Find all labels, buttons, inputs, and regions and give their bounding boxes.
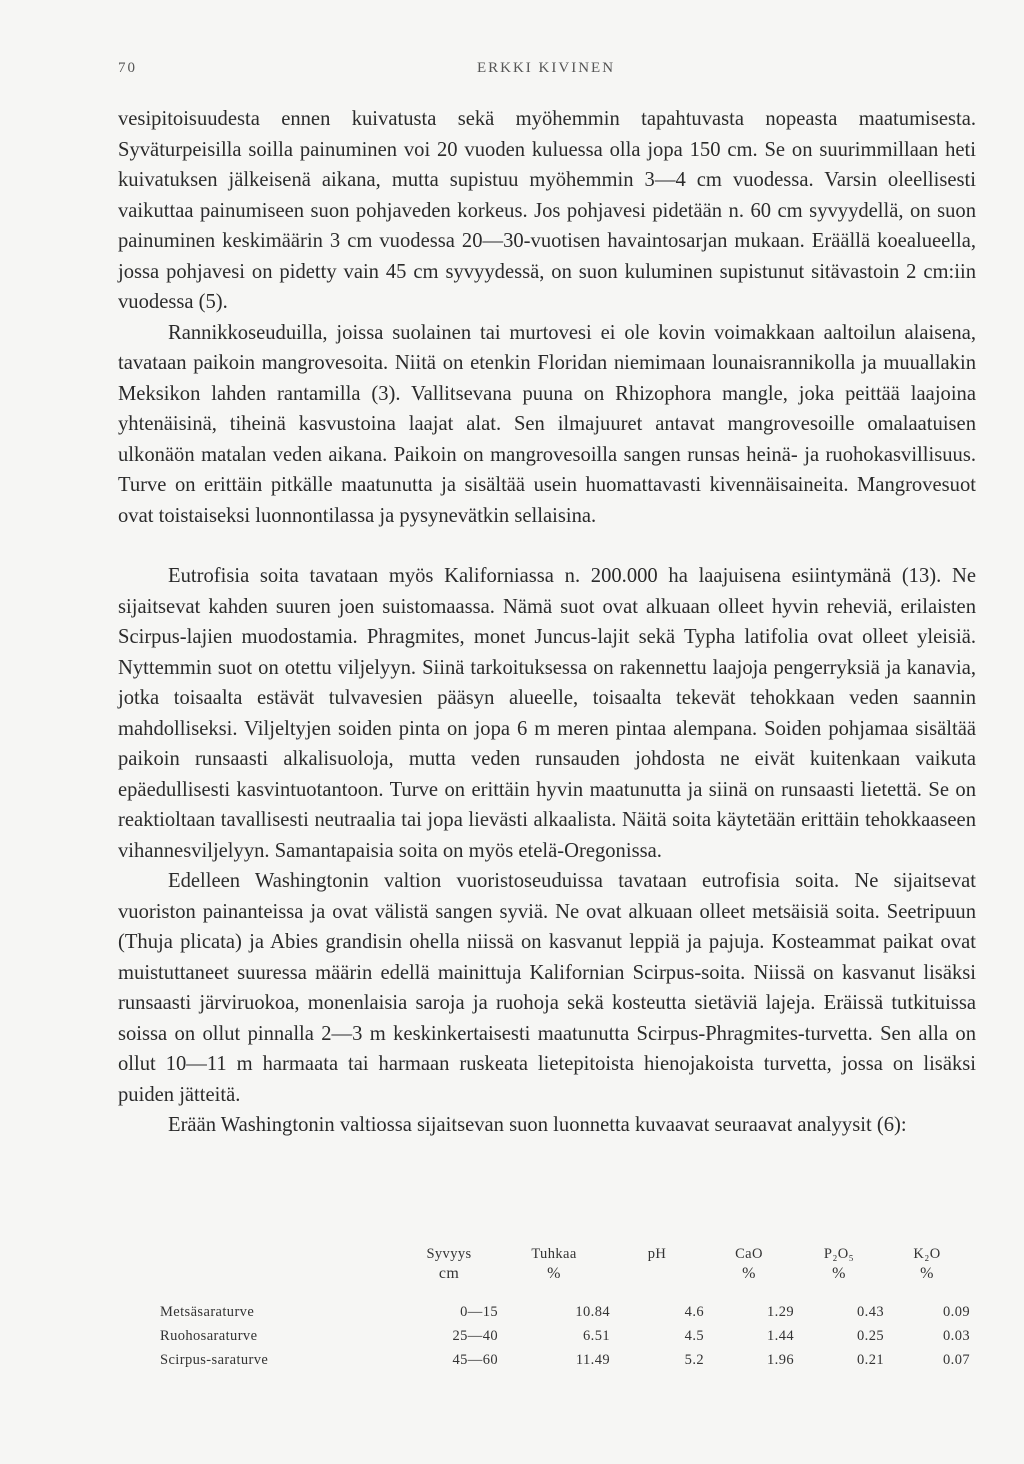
paragraph-subsidence: vesipitoisuudesta ennen kuivatusta sekä myöhemmin tapahtuvasta nopeasta maatumisesta. Syväturpeisilla soilla painuminen voi 20 vuoden kuluessa olla jopa 150 cm. Se on suurimmillaan heti kuivatuksen jälkeisenä aikana, mutta supistuu myöhemmin 3—4 cm vuodessa. Varsin oleellisesti vaikuttaa painumiseen suon pohjaveden korkeus. Jos pohjavesi pidetään n. 60 cm syvyydellä, on suon painuminen keskimäärin 3 cm vuodessa 20—30-vuotisen havaintosarjan mukaan. Eräällä koealueella, jossa pohjavesi on pidetty vain 45 cm syvyydessä, on suon kuluminen supistunut sitävastoin 2 cm:iin vuodessa (5).: [118, 108, 976, 313]
paragraph-washington: Edelleen Washingtonin valtion vuoristoseuduissa tavataan eutrofisia soita. Ne sijaitsevat vuoriston painanteissa ja ovat välistä sangen syviä. Ne ovat alkuaan olleet metsäisiä soita. Seetripuun (Thuja plicata) ja Abies grandisin ohella niissä on kasvanut leppiä ja pajuja. Kosteammat paikat ovat muistuttaneet suuressa määrin edellä mainittuja Kalifornian Scirpus-soita. Niissä on kasvanut lisäksi runsaasti järviruokoa, monenlaisia saroja ja ruohoja sekä kosteutta sietäviä lajeja. Eräissä tutkituissa soissa on ollut pinnalla 2—3 m keskinkertaisesti maatunutta Scirpus-Phragmites-turvetta. Sen alla on ollut 10—11 m harmaata tai harmaan ruskeata lietepitoista hienojakoista turvetta, jossa on lisäksi puiden jätteitä.: [118, 870, 976, 1106]
cell-k2o: 0.07: [943, 1352, 970, 1368]
cell-p2o5: 0.43: [857, 1304, 884, 1320]
table-header-row: [160, 1244, 970, 1284]
header-ash: Tuhkaa %: [531, 1246, 577, 1282]
cell-ash: 6.51: [583, 1328, 610, 1344]
cell-ph: 5.2: [684, 1352, 704, 1368]
header-k2o: K₂O %: [913, 1246, 941, 1282]
cell-p2o5: 0.25: [857, 1328, 884, 1344]
row-name: Scirpus-saraturve: [160, 1352, 269, 1368]
cell-ph: 4.6: [684, 1304, 704, 1320]
cell-ash: 11.49: [575, 1352, 610, 1368]
cell-cao: 1.29: [767, 1304, 794, 1320]
body-text: [118, 104, 976, 1141]
page-header: [118, 60, 974, 84]
analysis-table: [160, 1244, 970, 1372]
cell-depth: 0—15: [460, 1304, 498, 1320]
cell-k2o: 0.09: [943, 1304, 970, 1320]
cell-cao: 1.44: [767, 1328, 794, 1344]
paragraph-mangrove: Rannikkoseuduilla, joissa suolainen tai murtovesi ei ole kovin voimakkaan aaltoilun alaisena, tavataan paikoin mangrovesoita. Niitä on etenkin Floridan niemimaan lounaisrannikolla ja muuallakin Meksikon lahden rantamilla (3). Vallitsevana puuna on Rhizophora mangle, joka peittää laajoina yhtenäisinä, tiheinä kasvustoina laajat alat. Sen ilmajuuret antavat mangrovesoille omalaatuisen ulkonäön matalan veden aikana. Paikoin on mangrovesoilla sangen runsas heinä- ja ruohokasvillisuus. Turve on erittäin pitkälle maatunutta ja sisältää usein huomattavasti kivennäisaineita. Mangrovesuot ovat toistaiseksi luonnontilassa ja pysynevätkin sellaisina.: [118, 321, 976, 527]
row-name: Metsäsaraturve: [160, 1304, 255, 1320]
header-cao: CaO %: [735, 1246, 763, 1282]
cell-cao: 1.96: [767, 1352, 794, 1368]
table-row: [160, 1300, 970, 1324]
header-depth: Syvyys cm: [426, 1246, 472, 1282]
table-row: [160, 1348, 970, 1372]
page-number: 70: [118, 60, 137, 76]
cell-p2o5: 0.21: [857, 1352, 884, 1368]
cell-depth: 45—60: [452, 1352, 498, 1368]
header-p2o5: P₂O₅ %: [823, 1246, 855, 1282]
header-sample: [160, 1244, 400, 1284]
paragraph-analysis-intro: Erään Washingtonin valtiossa sijaitsevan suon luonnetta kuvaavat seuraavat analyysit (6):: [168, 1114, 907, 1136]
running-head: ERKKI KIVINEN: [476, 60, 616, 76]
cell-k2o: 0.03: [943, 1328, 970, 1344]
row-name: Ruohosaraturve: [160, 1328, 258, 1344]
header-ph: pH: [647, 1246, 667, 1262]
paragraph-california: Eutrofisia soita tavataan myös Kaliforniassa n. 200.000 ha laajuisena esiintymänä (13). Ne sijaitsevat kahden suuren joen suistomaassa. Nämä suot ovat alkuaan olleet hyvin reheviä, erilaisten Scirpus-lajien muodostamia. Phragmites, monet Juncus-lajit sekä Typha latifolia ovat olleet yleisiä. Nyttemmin suot on otettu viljelyyn. Siinä tarkoituksessa on rakennettu laajoja pengerryksiä ja kanavia, jotka toisaalta estävät tulvavesien pääsyn alueelle, toisaalta tekevät tehokkaan veden saannin mahdolliseksi. Viljeltyjen soiden pinta on jopa 6 m meren pintaa alempana. Soiden pohjamaa sisältää paikoin runsaasti alkalisuoloja, mutta veden runsauden johdosta ne eivät kuitenkaan vaikuta epäedullisesti kasvintuotantoon. Turve on erittäin hyvin maatunutta ja siinä on runsaasti lietettä. Se on reaktioltaan tavallisesti neutraalia tai jopa lievästi alkaalista. Näitä soita käytetään erittäin tehokkaaseen vihannesviljelyyn. Samantapaisia soita on myös etelä-Oregonissa.: [118, 565, 976, 862]
cell-ash: 10.84: [575, 1304, 610, 1320]
table-row: [160, 1324, 970, 1348]
cell-depth: 25—40: [452, 1328, 498, 1344]
cell-ph: 4.5: [684, 1328, 704, 1344]
